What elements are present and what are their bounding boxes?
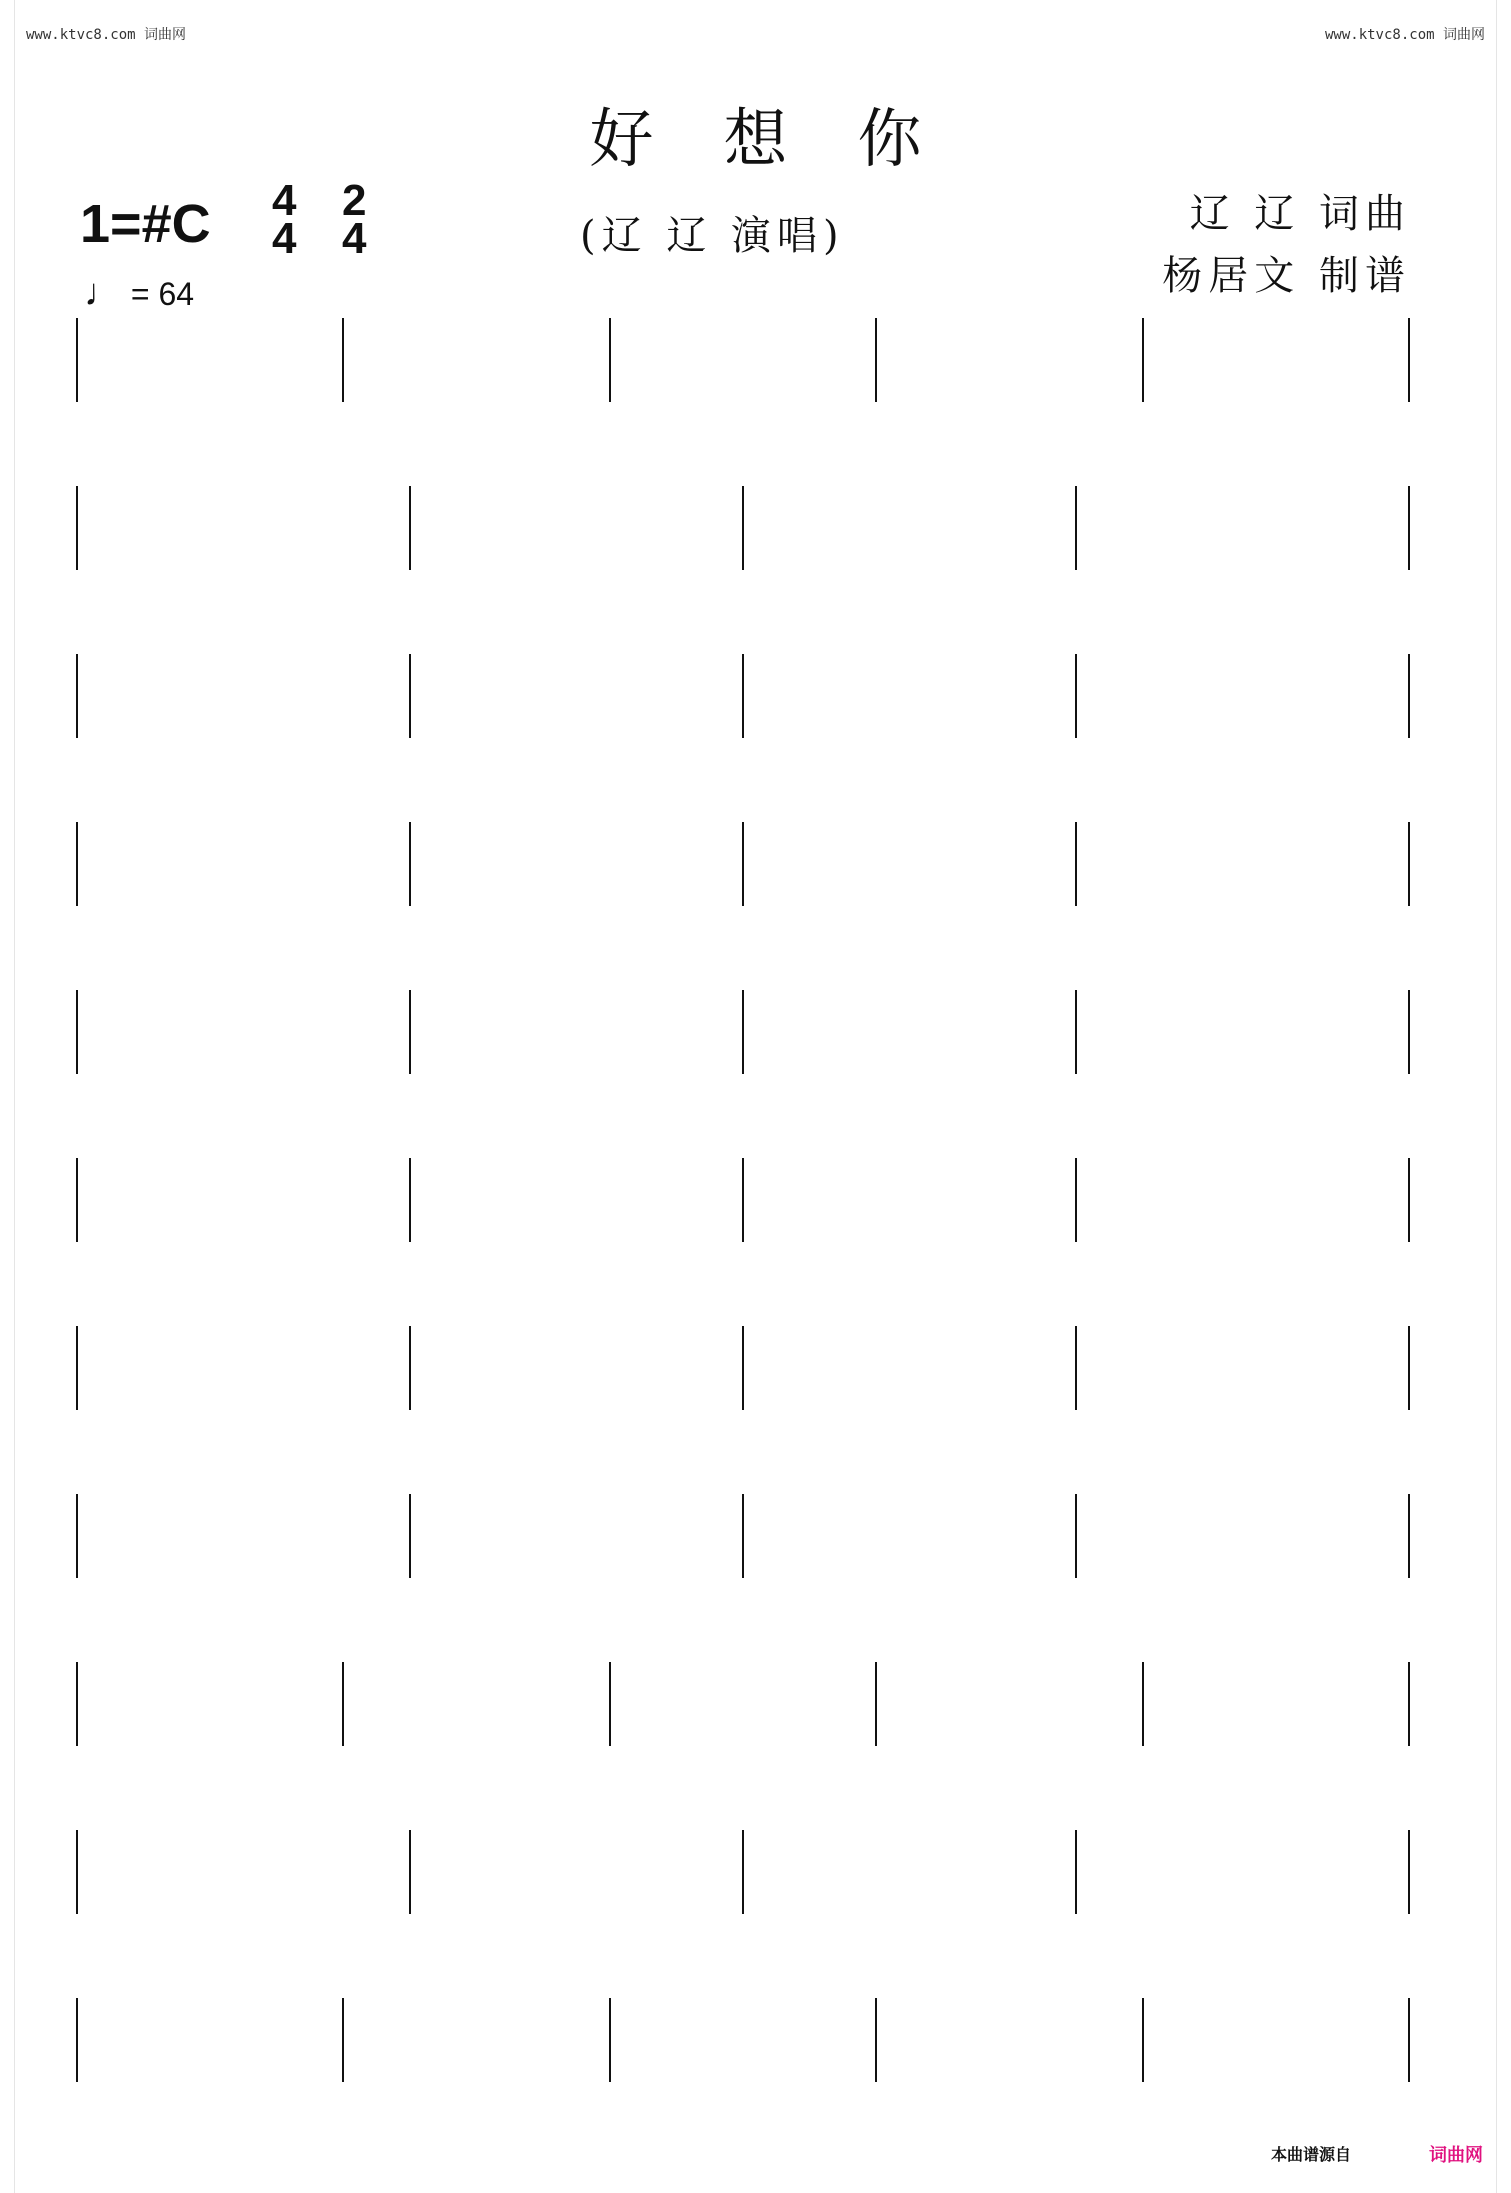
time-signature-denominator: 4 xyxy=(342,214,367,263)
measure xyxy=(344,1662,610,1746)
score-system xyxy=(76,486,1410,626)
measure xyxy=(76,318,344,402)
notation-staff xyxy=(76,1494,1410,1578)
measure xyxy=(744,990,1077,1074)
measure xyxy=(76,990,411,1074)
measure xyxy=(411,1326,744,1410)
footer-brand-link[interactable]: 词曲网 xyxy=(1429,2145,1483,2166)
lyric-line xyxy=(76,1242,1410,1298)
measure xyxy=(411,822,744,906)
measure xyxy=(344,318,610,402)
lyric-line xyxy=(76,738,1410,794)
lyric-line xyxy=(76,1410,1410,1466)
notation-staff xyxy=(76,1326,1410,1410)
score-system xyxy=(76,1998,1410,2138)
site-watermark-right[interactable]: www.ktvc8.com 词曲网 xyxy=(1324,27,1485,43)
measure xyxy=(1077,1830,1410,1914)
measure xyxy=(744,654,1077,738)
measure xyxy=(744,1830,1077,1914)
measure xyxy=(76,822,411,906)
score-system xyxy=(76,1494,1410,1634)
measure xyxy=(744,1158,1077,1242)
measure xyxy=(1077,486,1410,570)
measure xyxy=(1144,1662,1410,1746)
tempo-value: = 64 xyxy=(130,276,195,312)
key-signature: 1=#C xyxy=(80,194,211,254)
measure xyxy=(76,486,411,570)
score-system xyxy=(76,318,1410,458)
right-margin-strip xyxy=(1496,0,1511,2193)
measure xyxy=(411,990,744,1074)
measure xyxy=(411,1830,744,1914)
measure xyxy=(344,1998,610,2082)
time-signature-numerator: 2 xyxy=(342,176,367,225)
score-system xyxy=(76,1662,1410,1802)
transcriber-credit: 杨居文 制谱 xyxy=(1162,253,1411,299)
score-system xyxy=(76,990,1410,1130)
measure xyxy=(76,1998,344,2082)
measure xyxy=(411,654,744,738)
song-title: 好想你 xyxy=(589,103,992,177)
measure xyxy=(1144,318,1410,402)
notation-staff xyxy=(76,486,1410,570)
score-system xyxy=(76,654,1410,794)
measure xyxy=(744,1326,1077,1410)
time-signature-numerator: 4 xyxy=(272,176,297,225)
notation-staff xyxy=(76,654,1410,738)
measure xyxy=(1077,990,1410,1074)
lyricist-composer-credit: 辽 辽 词曲 xyxy=(1189,191,1411,237)
notation-staff xyxy=(76,1662,1410,1746)
score-system xyxy=(76,1158,1410,1298)
measure xyxy=(1077,822,1410,906)
score-system xyxy=(76,1326,1410,1466)
measure xyxy=(76,1158,411,1242)
measure xyxy=(744,1494,1077,1578)
time-signature-4-4 xyxy=(272,176,297,263)
score-system xyxy=(76,822,1410,962)
performer-credit: (辽 辽 演唱) xyxy=(580,213,845,259)
notation-staff xyxy=(76,822,1410,906)
notation-staff xyxy=(76,1158,1410,1242)
measure xyxy=(611,318,877,402)
measure xyxy=(611,1662,877,1746)
score-system xyxy=(76,1830,1410,1970)
measure xyxy=(76,654,411,738)
lyric-line xyxy=(76,1578,1410,1634)
lyric-line xyxy=(76,906,1410,962)
measure xyxy=(1077,1326,1410,1410)
quarter-note-icon: ♩ xyxy=(84,272,122,314)
lyric-line xyxy=(76,402,1410,458)
left-margin-strip xyxy=(0,0,15,2193)
measure xyxy=(1077,654,1410,738)
measure xyxy=(877,318,1143,402)
notation-staff xyxy=(76,990,1410,1074)
notation-staff xyxy=(76,1830,1410,1914)
measure xyxy=(611,1998,877,2082)
measure xyxy=(411,1494,744,1578)
measure xyxy=(411,486,744,570)
measure xyxy=(76,1830,411,1914)
measure xyxy=(877,1998,1143,2082)
tempo-marking xyxy=(84,272,194,315)
measure xyxy=(411,1158,744,1242)
measure xyxy=(744,486,1077,570)
measure xyxy=(1077,1494,1410,1578)
lyric-line xyxy=(76,1914,1410,1970)
notation-staff xyxy=(76,1998,1410,2082)
lyric-line xyxy=(76,2082,1410,2138)
notation-staff xyxy=(76,318,1410,402)
measure xyxy=(1077,1158,1410,1242)
measure xyxy=(76,1494,411,1578)
measure xyxy=(877,1662,1143,1746)
measure xyxy=(744,822,1077,906)
lyric-line xyxy=(76,1074,1410,1130)
time-signature-denominator: 4 xyxy=(272,214,297,263)
measure xyxy=(1144,1998,1410,2082)
site-watermark-left[interactable]: www.ktvc8.com 词曲网 xyxy=(26,27,187,43)
source-note: 本曲谱源自 xyxy=(1270,2145,1351,2164)
lyric-line xyxy=(76,570,1410,626)
time-signature-2-4 xyxy=(342,176,367,263)
measure xyxy=(76,1662,344,1746)
measure xyxy=(76,1326,411,1410)
lyric-line xyxy=(76,1746,1410,1802)
